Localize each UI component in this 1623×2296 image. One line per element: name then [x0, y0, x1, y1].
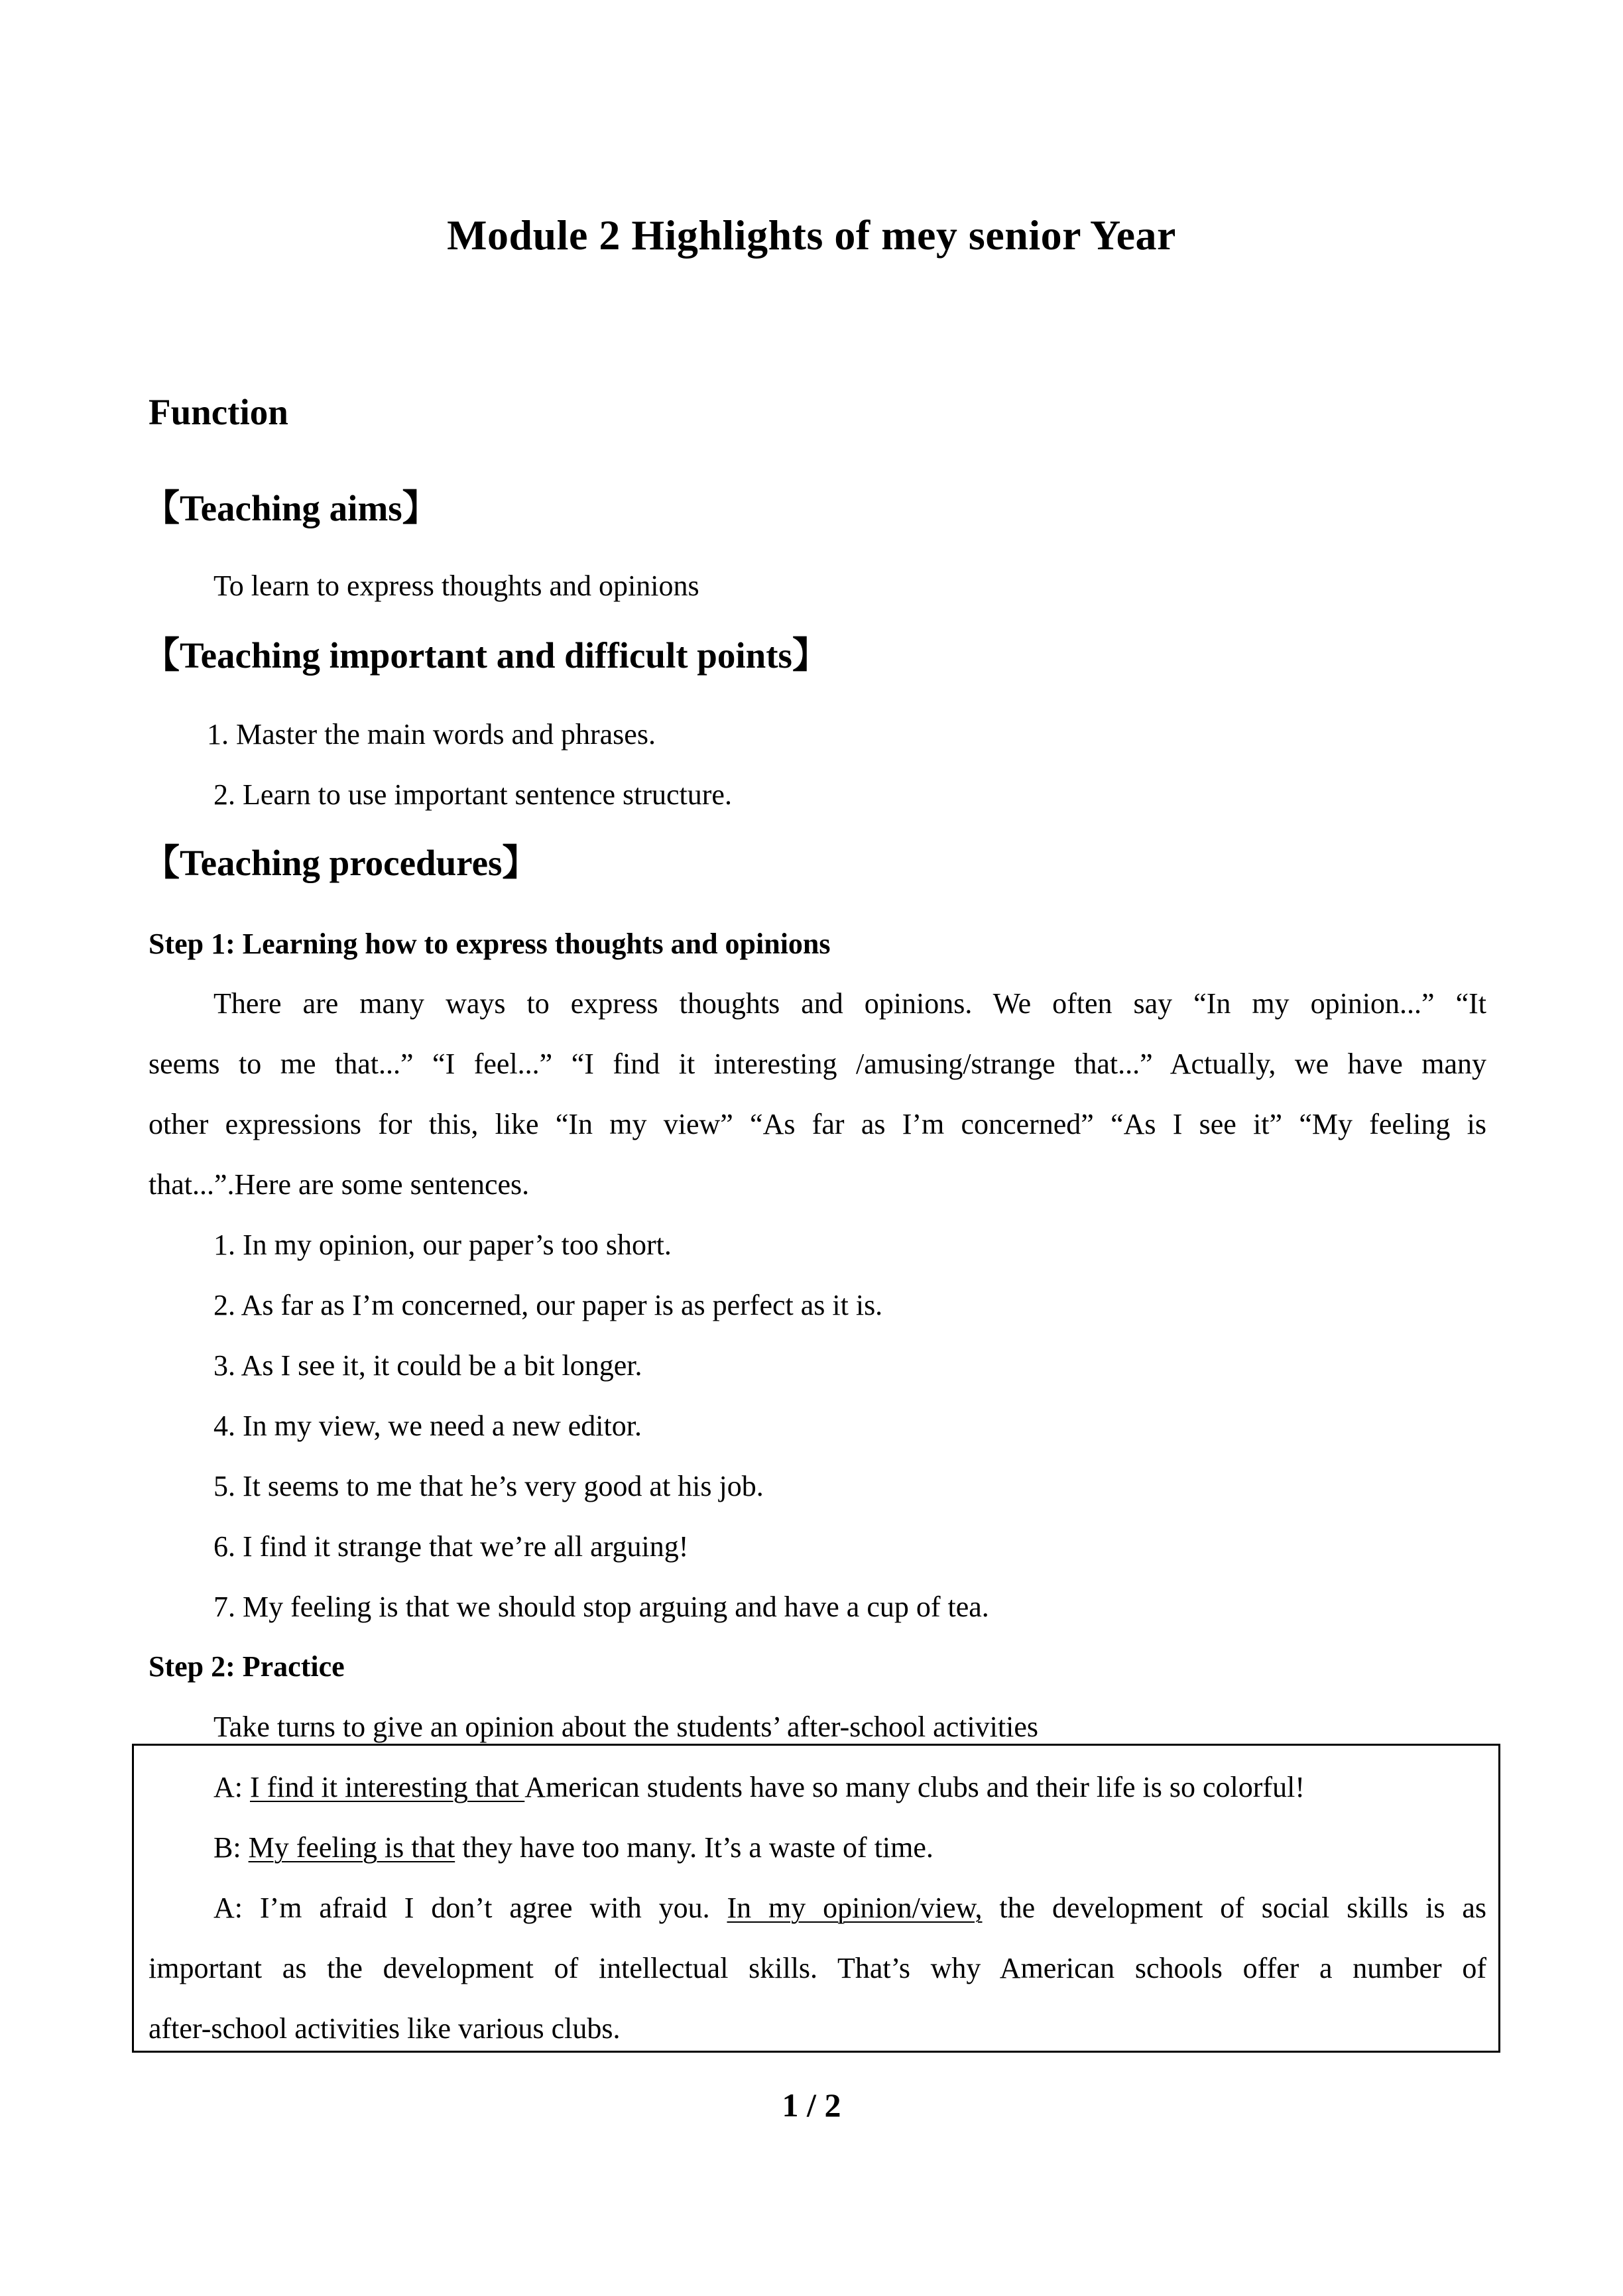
step1-title: Step 1: Learning how to express thoughts and opinions — [149, 928, 831, 960]
step1-sentence-6: 6. I find it strange that we’re all arguing! — [213, 1530, 689, 1563]
important-point-1: 1. Master the main words and phrases. — [207, 718, 656, 751]
step2-title: Step 2: Practice — [149, 1650, 345, 1683]
dialogue-text: American students have so many clubs and their life is so colorful! — [524, 1771, 1305, 1803]
page-number: 1 / 2 — [782, 2086, 841, 2124]
important-points-heading: 【Teaching important and difficult points】 — [143, 635, 829, 676]
speaker-a-label: A: — [213, 1771, 250, 1803]
step2-instruction: Take turns to give an opinion about the students’ after-school activities — [213, 1711, 1039, 1743]
teaching-aims-heading: 【Teaching aims】 — [143, 488, 439, 528]
dialogue-line-a1 — [213, 1770, 1305, 1804]
dialogue-line-a2 — [213, 1891, 1486, 1925]
function-heading: Function — [149, 392, 288, 432]
step1-sentence-4: 4. In my view, we need a new editor. — [213, 1410, 642, 1442]
step1-sentence-3: 3. As I see it, it could be a bit longer. — [213, 1349, 642, 1382]
step1-sentence-2: 2. As far as I’m concerned, our paper is as perfect as it is. — [213, 1289, 883, 1321]
underlined-phrase: My feeling is that — [248, 1831, 455, 1864]
document-title: Module 2 Highlights of mey senior Year — [447, 211, 1176, 259]
important-point-2: 2. Learn to use important sentence structure. — [213, 778, 732, 811]
step1-intro-line-1: There are many ways to express thoughts and opinions. We often say “In my opinion...” “It — [213, 987, 1486, 1020]
step1-intro-line-4: that...”.Here are some sentences. — [149, 1168, 530, 1201]
dialogue-line-a2-cont: important as the development of intellectual skills. That’s why American schools offer a number of — [149, 1952, 1486, 1984]
underlined-phrase: In my opinion/view, — [727, 1892, 983, 1924]
dialogue-line-b1 — [213, 1831, 933, 1864]
step1-sentence-1: 1. In my opinion, our paper’s too short. — [213, 1229, 672, 1261]
step1-sentence-7: 7. My feeling is that we should stop arguing and have a cup of tea. — [213, 1591, 989, 1623]
speaker-b-label: B: — [213, 1831, 249, 1864]
step1-sentence-5: 5. It seems to me that he’s very good at his job. — [213, 1470, 764, 1502]
dialogue-text: they have too many. It’s a waste of time. — [455, 1831, 933, 1864]
dialogue-text: A: I’m afraid I don’t agree with you. — [213, 1892, 727, 1924]
dialogue-line-a2-end: after-school activities like various clubs. — [149, 2012, 621, 2045]
step1-intro-line-2: seems to me that...” “I feel...” “I find it interesting /amusing/strange that...” Actually, we have many — [149, 1048, 1486, 1080]
teaching-aims-text: To learn to express thoughts and opinions — [213, 570, 699, 602]
step1-intro-line-3: other expressions for this, like “In my view” “As far as I’m concerned” “As I see it” “My feeling is — [149, 1108, 1486, 1140]
underlined-phrase: I find it interesting that — [250, 1771, 525, 1803]
procedures-heading: 【Teaching procedures】 — [143, 843, 539, 883]
dialogue-text: the development of social skills is as — [982, 1892, 1486, 1924]
